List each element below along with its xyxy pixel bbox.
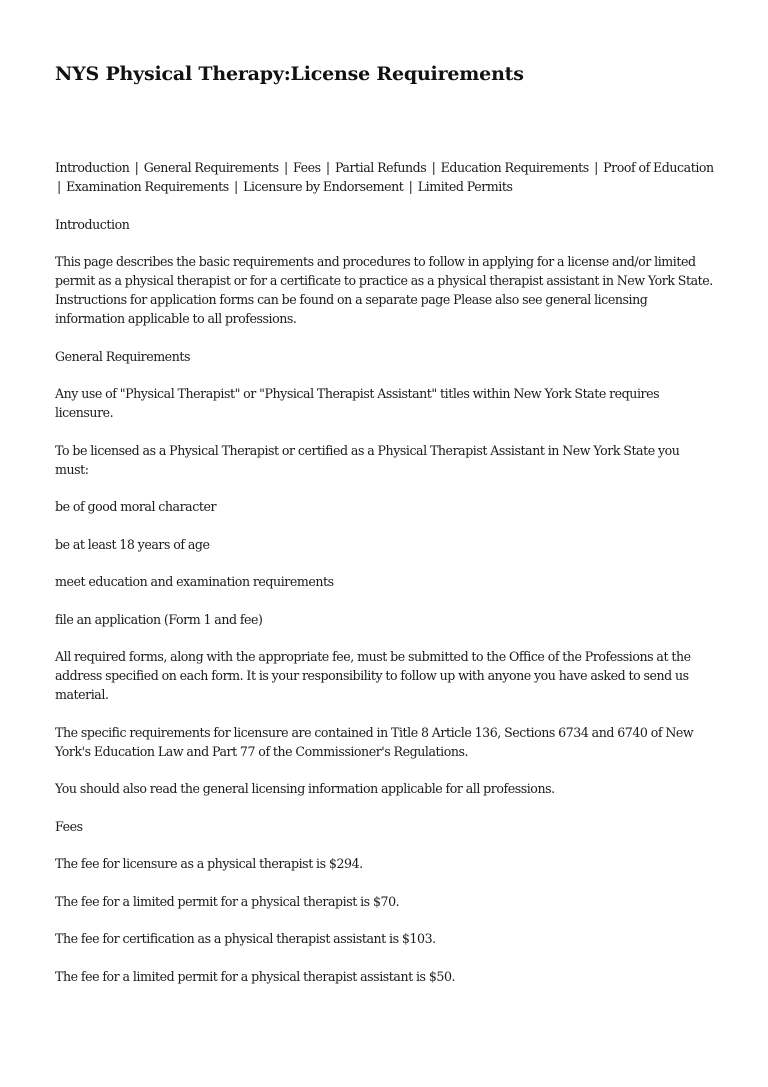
nav-link-partial-refunds[interactable]: Partial Refunds — [334, 160, 427, 175]
requirement-item: be at least 18 years of age — [55, 536, 210, 552]
nav-separator: | — [134, 160, 139, 175]
nav-separator: | — [594, 160, 598, 175]
fee-item: The fee for certification as a physical therapist assistant is $103. — [55, 931, 436, 946]
fee-item: The fee for licensure as a physical therapist is $294. — [55, 856, 363, 871]
nav-separator: | — [431, 160, 436, 175]
law-note-paragraph: The specific requirements for licensure are contained in Title 8 Article 136, Sections 6734 and 6740 of New York's Education Law and Part 77 of the Commissioner's Regulations. — [55, 724, 694, 759]
document-body — [55, 158, 715, 1004]
nav-link-fees[interactable]: Fees — [293, 160, 321, 175]
section-heading-introduction: Introduction — [55, 216, 130, 232]
nav-separator: | — [57, 179, 61, 194]
requirement-item: be of good moral character — [55, 499, 217, 514]
nav-link-introduction[interactable]: Introduction — [55, 160, 130, 175]
nav-link-limited-permits[interactable]: Limited Permits — [417, 179, 513, 194]
fee-item: The fee for a limited permit for a physical therapist is $70. — [55, 893, 400, 909]
section-heading-general-requirements: General Requirements — [55, 348, 190, 364]
nav-link-proof-of-education[interactable]: Proof of Education — [603, 160, 714, 175]
read-note-paragraph: You should also read the general licensing information applicable for all professions. — [55, 781, 555, 796]
nav-separator: | — [408, 179, 413, 194]
forms-note-paragraph: All required forms, along with the appropriate fee, must be submitted to the Office of the Professions at the address specified on each form. It is your responsibility to follow up with anyone you have asked to send us material. — [55, 649, 691, 702]
requirements-intro-paragraph: To be licensed as a Physical Therapist or certified as a Physical Therapist Assistant in New York State you must: — [55, 442, 680, 477]
fee-item: The fee for a limited permit for a physical therapist assistant is $50. — [55, 968, 456, 984]
nav-link-examination-requirements[interactable]: Examination Requirements — [66, 179, 229, 194]
requirement-item: file an application (Form 1 and fee) — [55, 611, 263, 627]
introduction-paragraph: This page describes the basic requirements and procedures to follow in applying for a license and/or limited permit as a physical therapist or for a certificate to practice as a physical therapist assistant in New York State. Instructions for application forms can be found on a separate page Please also see general licensing information applicable to all professions. — [55, 254, 713, 326]
section-heading-fees: Fees — [55, 818, 83, 834]
nav-link-education-requirements[interactable]: Education Requirements — [440, 160, 589, 175]
nav-separator: | — [325, 160, 330, 175]
nav-separator: | — [283, 160, 288, 175]
titles-note-paragraph: Any use of "Physical Therapist" or "Physical Therapist Assistant" titles within New York State requires licensure. — [55, 386, 660, 420]
nav-link-general-requirements[interactable]: General Requirements — [143, 160, 279, 175]
nav-separator: | — [234, 179, 238, 194]
page-title: NYS Physical Therapy:License Requirements — [55, 63, 524, 85]
nav-link-licensure-by-endorsement[interactable]: Licensure by Endorsement — [243, 179, 404, 194]
section-nav — [55, 158, 715, 196]
requirement-item: meet education and examination requirements — [55, 574, 334, 589]
